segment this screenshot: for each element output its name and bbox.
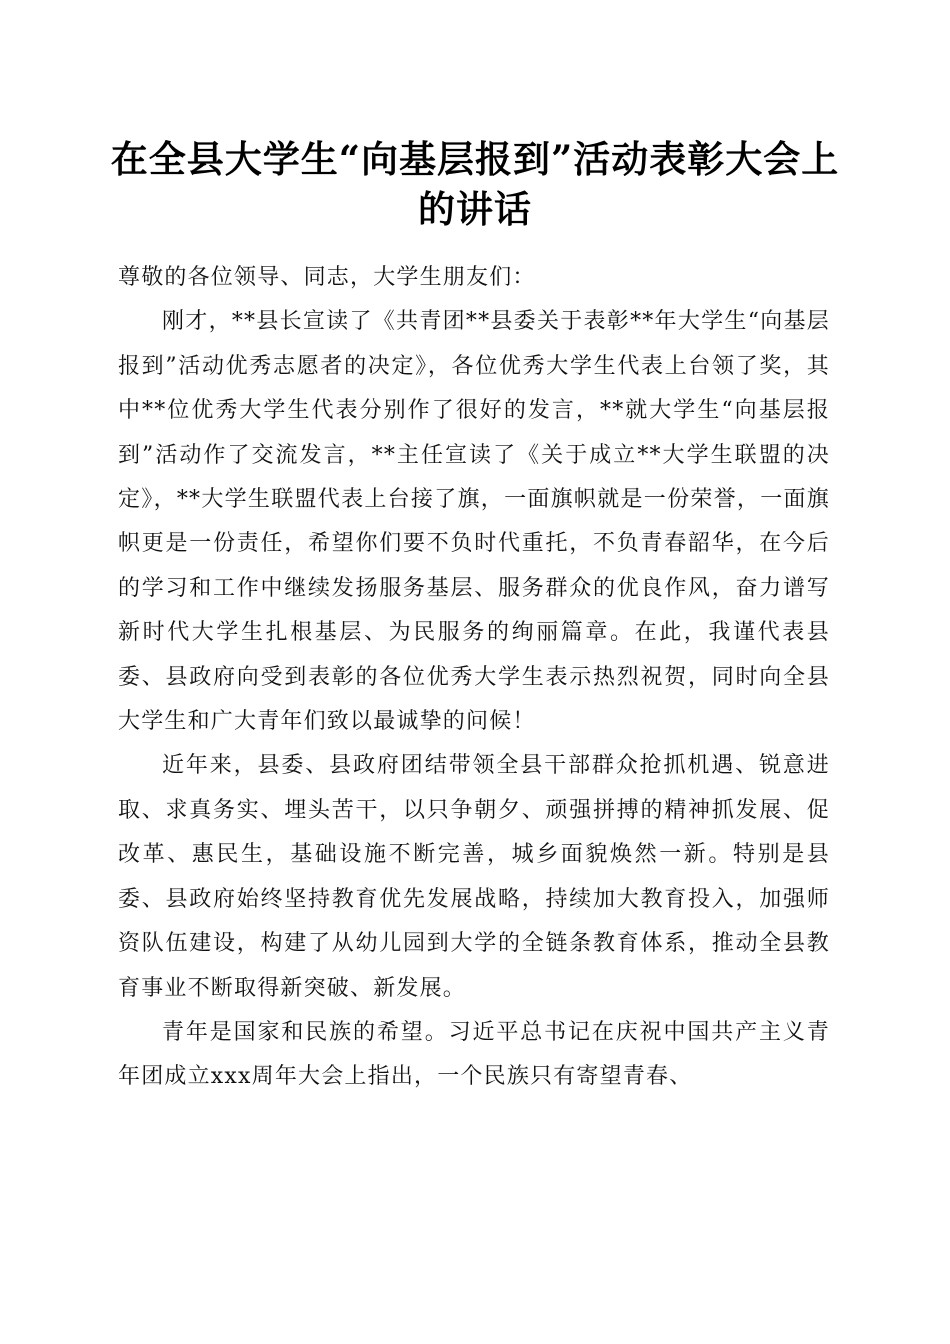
document-title: 在全县大学生“向基层报到”活动表彰大会上的讲话 (110, 137, 840, 231)
salutation: 尊敬的各位领导、同志，大学生朋友们： (118, 265, 536, 290)
paragraph-3: 青年是国家和民族的希望。习近平总书记在庆祝中国共产主义青年团成立xxx周年大会上指出，一个民族只有寄望青春、 (118, 1019, 830, 1090)
paragraph-1: 刚才，**县长宣读了《共青团**县委关于表彰**年大学生“向基层报到”活动优秀志愿者的决定》，各位优秀大学生代表上台领了奖，其中**位优秀大学生代表分别作了很好的发言，**就大学生“向基层报到”活动作了交流发言，**主任宣读了《关于成立**大学生联盟的决定》，**大学生联盟代表上台接了旗，一面旗帜就是一份荣誉，一面旗帜更是一份责任，希望你们要不负时代重托，不负青春韶华，在今后的学习和工作中继续发扬服务基层、服务群众的优良作风，奋力谱写新时代大学生扎根基层、为民服务的绚丽篇章。在此，我谨代表县委、县政府向受到表彰的各位优秀大学生表示热烈祝贺，同时向全县大学生和广大青年们致以最诚挚的问候！ (118, 309, 830, 735)
paragraph-2: 近年来，县委、县政府团结带领全县干部群众抢抓机遇、锐意进取、求真务实、埋头苦干，以只争朝夕、顽强拼搏的精神抓发展、促改革、惠民生，基础设施不断完善，城乡面貌焕然一新。特别是县委、县政府始终坚持教育优先发展战略，持续加大教育投入，加强师资队伍建设，构建了从幼儿园到大学的全链条教育体系，推动全县教育事业不断取得新突破、新发展。 (118, 753, 830, 1001)
document-body (118, 256, 830, 1100)
